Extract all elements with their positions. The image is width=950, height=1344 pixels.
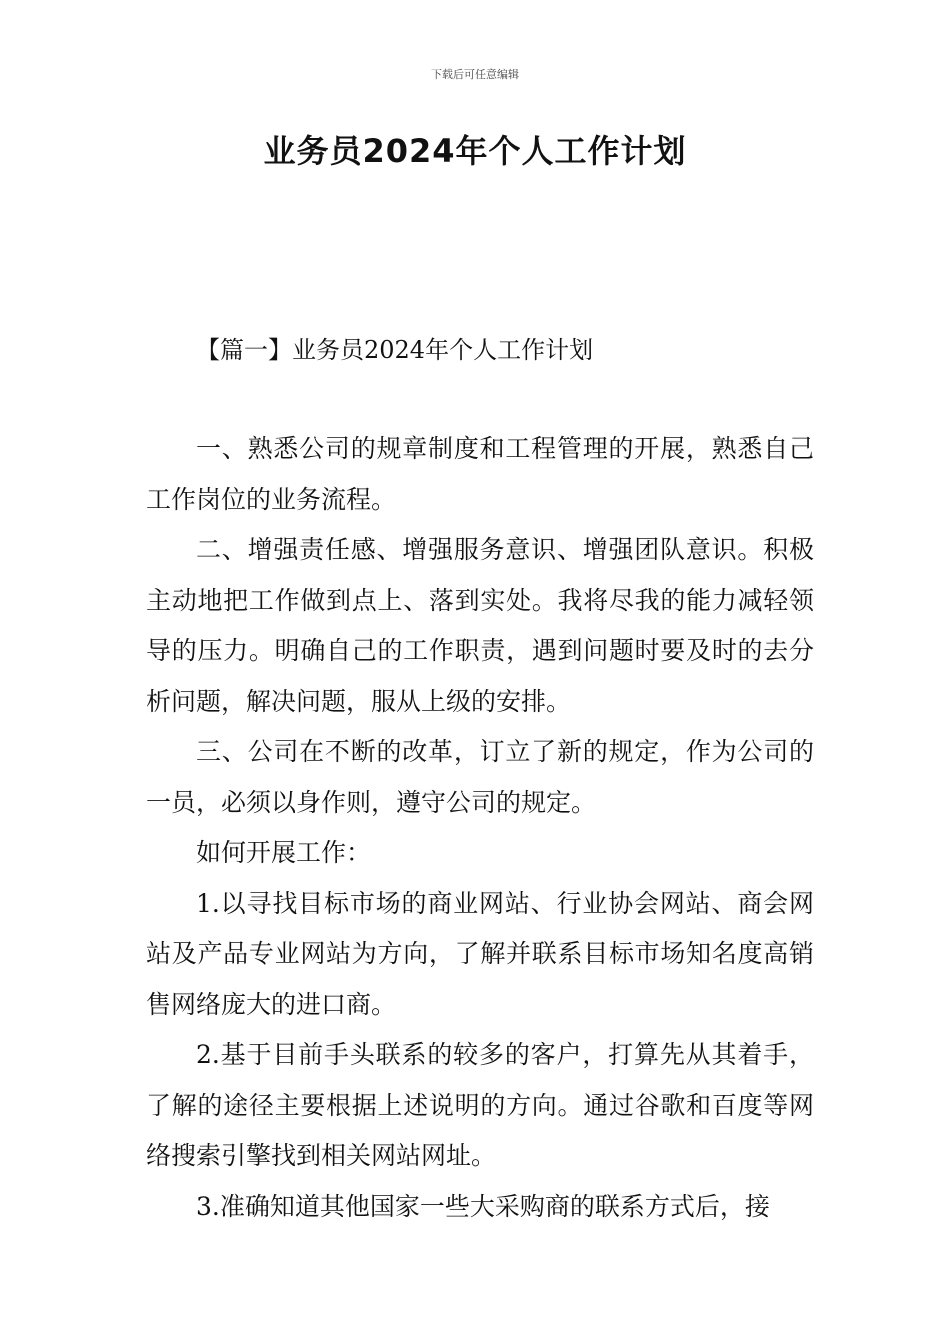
- paragraph-7: 3.准确知道其他国家一些大采购商的联系方式后，接: [196, 1191, 770, 1221]
- section-heading: 【篇一】业务员2024年个人工作计划: [196, 336, 594, 364]
- header-note: 下载后可任意编辑: [431, 68, 519, 81]
- paragraph-6: 2.基于目前手头联系的较多的客户，打算先从其着手，了解的途径主要根据上述说明的方向。通过谷歌和百度等网络搜索引擎找到相关网站网址。: [146, 1040, 814, 1170]
- paragraph-2: 二、增强责任感、增强服务意识、增强团队意识。积极主动地把工作做到点上、落到实处。我将尽我的能力减轻领导的压力。明确自己的工作职责，遇到问题时要及时的去分析问题，解决问题，服从上级的安排。: [146, 535, 814, 716]
- paragraph-5: 1.以寻找目标市场的商业网站、行业协会网站、商会网站及产品专业网站为方向，了解并联系目标市场知名度高销售网络庞大的进口商。: [146, 888, 814, 1019]
- paragraph-4: 如何开展工作：: [196, 838, 372, 867]
- paragraph-3: 三、公司在不断的改革，订立了新的规定，作为公司的一员，必须以身作则，遵守公司的规定。: [146, 737, 814, 817]
- body-text: [146, 424, 814, 1232]
- paragraph-1: 一、熟悉公司的规章制度和工程管理的开展，熟悉自己工作岗位的业务流程。: [146, 434, 814, 514]
- document-title: 业务员2024年个人工作计划: [263, 132, 687, 170]
